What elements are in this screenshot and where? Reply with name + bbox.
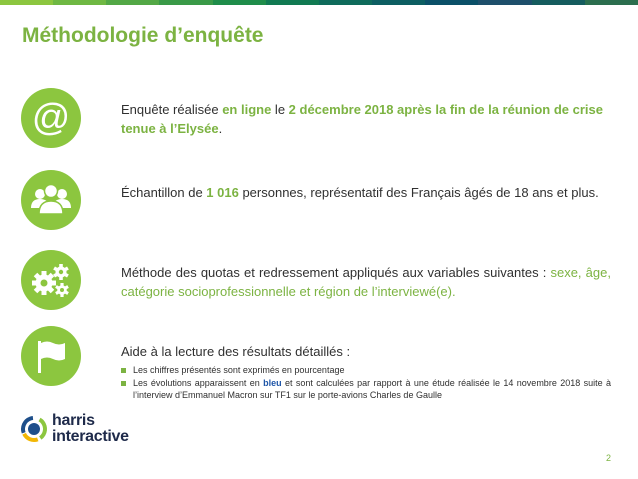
logo-text [52, 413, 129, 445]
top-bar-segment [266, 0, 319, 5]
highlight-date: 2 décembre 2018 après la fin de la réunion de crise tenue à l’Elysée [121, 102, 603, 136]
item-reading-help [121, 343, 611, 401]
svg-text:@: @ [31, 97, 71, 139]
bullet-text: et sont calculées par rapport à une étude réalisée le 14 novembre 2018 suite à l’interview d’Emmanuel Macron sur TF1 sur le porte-avions Charles de Gaulle [133, 378, 611, 400]
item-text: . [218, 120, 223, 136]
reading-help-list [121, 365, 611, 402]
flag-icon [21, 326, 81, 386]
highlight-blue: bleu [263, 378, 282, 388]
top-bar-segment [425, 0, 478, 5]
people-group-icon [21, 170, 81, 230]
top-bar-segment [159, 0, 212, 5]
list-item [121, 378, 611, 401]
item-text: personnes, représentatif des Français âgés de 18 ans et plus. [238, 185, 599, 200]
gears-icon [21, 250, 81, 310]
bullet-square-icon [121, 381, 126, 386]
top-bar-segment [213, 0, 266, 5]
top-bar-segment [372, 0, 425, 5]
bullet-text: Les chiffres présentés sont exprimés en pourcentage [133, 364, 345, 375]
reading-help-heading: Aide à la lecture des résultats détaillés : [121, 344, 351, 359]
bullet-square-icon [121, 368, 126, 373]
item-text: Enquête réalisée [121, 102, 223, 117]
top-bar-segment [319, 0, 372, 5]
item-text: Méthode des quotas et redressement appliqués aux variables suivantes : [121, 265, 551, 280]
top-bar-segment [585, 0, 638, 5]
bullet-text: Les évolutions apparaissent en [133, 378, 264, 388]
item-sample [121, 184, 611, 203]
logo-line-2: interactive [52, 428, 129, 445]
page-title: Méthodologie d’enquête [22, 24, 264, 47]
item-text: Échantillon de [121, 185, 207, 200]
list-item [121, 365, 611, 377]
top-bar-segment [0, 0, 53, 5]
item-text: le [271, 102, 289, 117]
highlight-variables: sexe, âge, catégorie socioprofessionnelle et région de l’interviewé(e). [121, 265, 611, 299]
at-sign-icon [21, 88, 81, 148]
harris-interactive-logo [20, 411, 160, 463]
top-bar-segment [106, 0, 159, 5]
page-number: 2 [605, 453, 611, 463]
logo-mark-icon [20, 415, 48, 443]
item-method [121, 264, 611, 301]
top-bar-segment [53, 0, 106, 5]
item-online-survey [121, 101, 611, 138]
logo-line-1: harris [52, 412, 95, 429]
highlight-online: en ligne [222, 102, 272, 117]
top-bar-segment [478, 0, 531, 5]
highlight-sample-size: 1 016 [206, 185, 239, 200]
top-bar-segment [532, 0, 585, 5]
top-color-bar [0, 0, 638, 5]
